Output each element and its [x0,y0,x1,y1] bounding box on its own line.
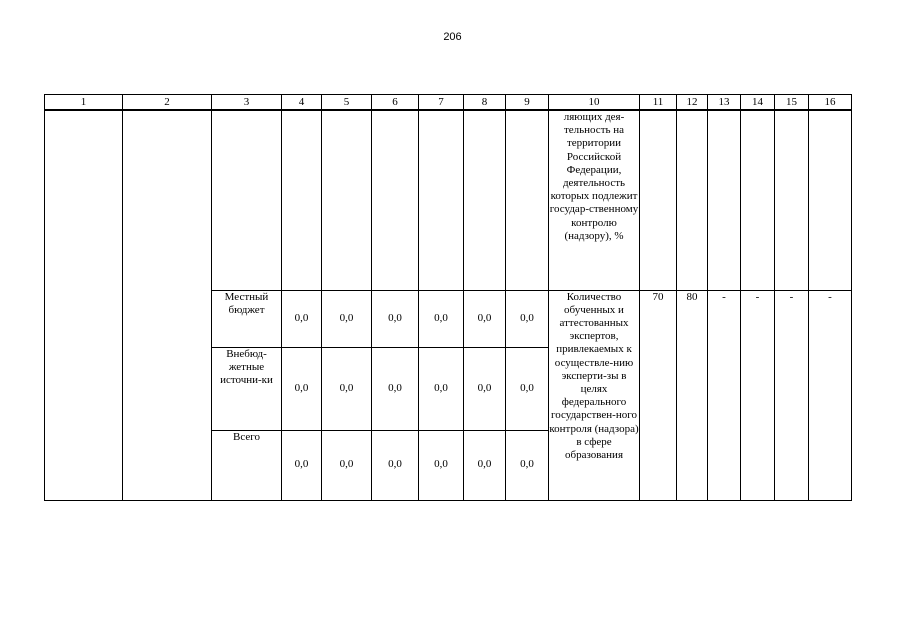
indicator-value-col14: - [741,290,775,500]
funding-source: Местный бюджет [212,290,282,347]
value-cell: 0,0 [372,290,419,347]
indicator-value-col12: 80 [677,290,708,500]
indicator-value-col15: - [775,290,809,500]
empty-cell [640,110,677,290]
indicator-value-col11: 70 [640,290,677,500]
value-cell: 0,0 [322,430,372,500]
empty-cell [45,110,123,500]
continued-indicator-text: ляющих дея-тельность на территории Российской Федерации, деятельность которых подлежит государ-ственному контролю (надзору), % [549,110,640,290]
empty-cell [677,110,708,290]
value-cell: 0,0 [506,430,549,500]
column-header: 14 [741,95,775,111]
column-header: 1 [45,95,123,111]
empty-cell [372,110,419,290]
indicator-description: Количество обученных и аттестованных экспертов, привлекаемых к осуществле-нию эксперти-зы в целях федерального государствен-ного контроля (надзора) в сфере образования [549,290,640,500]
empty-cell [775,110,809,290]
header-row [45,95,852,111]
page-number: 206 [443,31,462,43]
column-header: 7 [419,95,464,111]
value-cell: 0,0 [506,347,549,430]
indicator-value-col13: - [708,290,741,500]
column-header: 16 [809,95,852,111]
value-cell: 0,0 [419,347,464,430]
empty-cell [708,110,741,290]
value-cell: 0,0 [419,290,464,347]
value-cell: 0,0 [322,347,372,430]
value-cell: 0,0 [464,347,506,430]
column-header: 4 [282,95,322,111]
empty-cell [322,110,372,290]
column-header: 3 [212,95,282,111]
column-header: 13 [708,95,741,111]
value-cell: 0,0 [419,430,464,500]
empty-cell [123,110,212,500]
column-header: 2 [123,95,212,111]
column-header: 5 [322,95,372,111]
empty-cell [464,110,506,290]
funding-source: Всего [212,430,282,500]
value-cell: 0,0 [282,430,322,500]
value-cell: 0,0 [464,290,506,347]
column-header: 12 [677,95,708,111]
value-cell: 0,0 [282,290,322,347]
value-cell: 0,0 [372,430,419,500]
column-header: 15 [775,95,809,111]
value-cell: 0,0 [322,290,372,347]
value-cell: 0,0 [506,290,549,347]
empty-cell [741,110,775,290]
value-cell: 0,0 [464,430,506,500]
funding-source: Внебюд-жетные источни-ки [212,347,282,430]
empty-cell [282,110,322,290]
column-header: 11 [640,95,677,111]
column-header: 9 [506,95,549,111]
empty-cell [212,110,282,290]
column-header: 10 [549,95,640,111]
empty-cell [809,110,852,290]
value-cell: 0,0 [282,347,322,430]
continuation-row [45,110,852,290]
column-header: 6 [372,95,419,111]
column-header: 8 [464,95,506,111]
empty-cell [419,110,464,290]
value-cell: 0,0 [372,347,419,430]
budget-table [44,94,852,501]
indicator-value-col16: - [809,290,852,500]
empty-cell [506,110,549,290]
